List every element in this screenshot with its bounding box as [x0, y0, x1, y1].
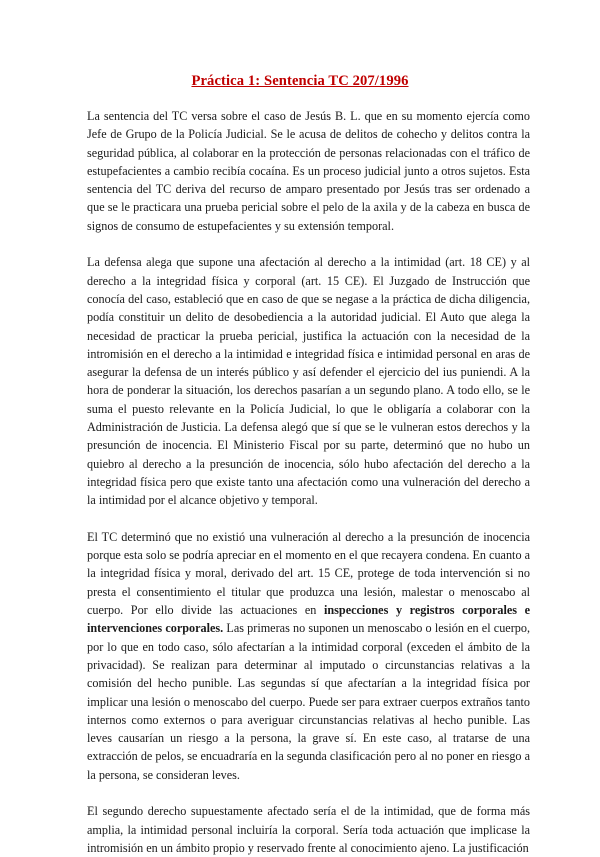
document-body [87, 107, 530, 857]
paragraph-tc-ruling-part2: Las primeras no suponen un menoscabo o lesión en el cuerpo, por lo que en todo caso, sólo afectarían a la intimidad corporal (exceden el ámbito de la privacidad). Se realizan para determinar al imputado o circunstancias relativas a la comisión del hecho punible. Las segundas sí que afectarían a la integridad física por implicar una lesión o menoscabo del cuerpo. Puede ser para extraer cuerpos extraños tanto internos como externos o para averiguar circunstancias relativas al hecho punible. Las leves causarían un riesgo a la persona, la grave sí. En este caso, al tratarse de una extracción de pelos, se encuadraría en la segunda clasificación pero al no poner en riesgo a la persona, se consideran leves. [87, 621, 530, 782]
paragraph-tc-ruling [87, 528, 530, 784]
document-title: Práctica 1: Sentencia TC 207/1996 [191, 73, 409, 89]
paragraph-tc-ruling-bold-term: inspecciones y registros corporales e intervenciones corporales. [87, 603, 530, 636]
paragraph-tc-ruling-part1: El TC determinó que no existió una vulneración al derecho a la presunción de inocencia porque esta solo se podría apreciar en el momento en el que recayera condena. En cuanto a la integridad física y moral, derivado del art. 15 CE, protege de toda intervención si no presta el consentimiento el titular que produzca una lesión, malestar o menoscabo al cuerpo. Por ello divide las actuaciones en [87, 529, 530, 618]
paragraph-case-summary: La sentencia del TC versa sobre el caso de Jesús B. L. que en su momento ejercía como Jefe de Grupo de la Policía Judicial. Se le acusa de delitos de cohecho y delitos contra la seguridad pública, al colaborar en la protección de personas relacionadas con el tráfico de estupefacientes a cambio recibía cocaína. Es un proceso judicial junto a otros sujetos. Esta sentencia del TC deriva del recurso de amparo presentado por Jesús tras ser ordenado a que se le practicara una prueba pericial sobre el pelo de la axila y de la cabeza en busca de signos de consumo de estupefacientes y su extensión temporal. [87, 109, 530, 233]
paragraph-privacy-right: El segundo derecho supuestamente afectado sería el de la intimidad, que de forma más amplia, la intimidad personal incluiría la corporal. Sería toda actuación que implicase la intromisión en un ámbito propio y reservado frente al conocimiento ajeno. La justificación [87, 804, 530, 855]
paragraph-defense-arguments: La defensa alega que supone una afectación al derecho a la intimidad (art. 18 CE) y al derecho a la integridad física y corporal (art. 15 CE). El Juzgado de Instrucción que conocía del caso, estableció que en caso de que se negase a la práctica de dicha diligencia, podía constituir un delito de desobediencia a la autoridad judicial. El Auto que alega la necesidad de practicar la prueba pericial, justifica la actuación con la necesidad de la intromisión en el derecho a la intimidad e integridad física e intimidad personal en aras de asegurar la defensa de un interés público y así defender el ejercicio del ius puniendi. A la hora de ponderar la situación, los derechos pasarían a un segundo plano. A todo ello, se le suma el puesto relevante en la Policía Judicial, lo que le obligaría a colaborar con la Administración de Justicia. La defensa alegó que sí que se le vulneran estos derechos y la presunción de inocencia. El Ministerio Fiscal por su parte, determinó que no hubo un quiebro al derecho a la presunción de inocencia, sólo hubo afectación del derecho a la integridad física pero que existe tanto una afectación como una vulneración del derecho a la intimidad por el alcance objetivo y temporal. [87, 255, 530, 508]
